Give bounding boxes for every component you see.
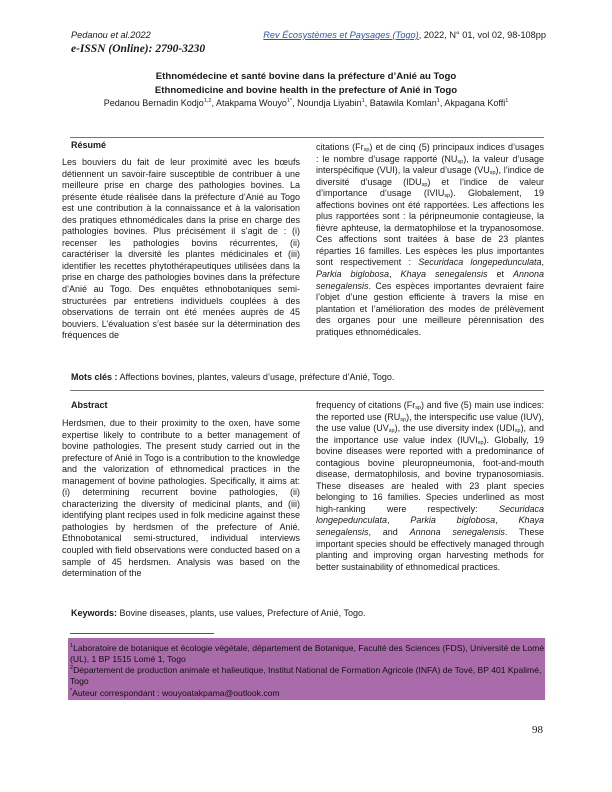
corresponding-email[interactable]: Auteur correspondant : wouyoatakpama@outlook.com	[72, 687, 280, 698]
author-name: Atakpama Wouyo	[215, 98, 287, 108]
abstract-heading: Abstract	[71, 400, 108, 410]
author-name: Batawila Komlan	[369, 98, 437, 108]
title-french: Ethnomédecine et santé bovine dans la préfecture d’Anié au Togo	[155, 71, 457, 82]
footnote-2: $^2$Département de production animale et halieutique, Institut National de Formation Agricole (INFA) de Tové, BP 401 Kpalimé, Togo	[70, 664, 542, 687]
author-affiliation-mark: 1	[361, 98, 365, 104]
running-header-journal: Rev Écosystèmes et Paysages (Togo), 2022, N° 01, vol 02, 98-108pp	[263, 30, 546, 40]
resume-text-col1: Les bouviers du fait de leur proximité avec les bœufs détiennent un savoir-faire susceptible de contribuer à une meilleure prise en charge des pathologies bovines. La présente étude réalisée dans la préfecture d’Anié au Togo est une contribution à la connaissance et à la valorisation des pratiques ethnomédicales dans la prise en charge des pathologies bovines. Plus précisément il s’agit de : (i) recenser les pathologies bovins récurrentes, (ii) caractériser la diversité les plantes médicinales et (iii) identifier les recettes phytothérapeutiques utilisées dans la prise en charge des pathologies bovines dans la préfecture d’Anié au Togo. Des enquêtes ethnobotaniques semi-structurées par entretiens individuels couplées à des observations de terrain ont été menées auprès de 45 bouviers. L’évaluation s’est basée sur la détermination des fréquences de	[62, 157, 300, 341]
resume-text-col2: citations $(Fr_{sp})$ et de cinq (5) principaux indices d’usages : le nombre d’usage rapporté $(NU_{sp})$, la valeur d’usage interspécifique (VUI), la valeur d’usage $(VU_{sp})$, l’indice de diversité d’usage $(IDU_{sp})$ et l’indice de valeur d’importance d’usage $(IVIU_{sp})$. Globalement, 19 affections bovines ont été rapportées. Les affections les plus rapportées sont : la péripneumonie contagieuse, la fièvre aphteuse, la dermatophilose et la trypanosomose. Ces affections sont traitées à base de 23 plantes réparties 16 familles. Les espèces les plus importantes sont respectivement : Securidaca longepedunculata, Parkia biglobosa, Khaya senegalensis et Annona senegalensis. Ces espèces importantes devraient faire l’objet d’une gestion efficiente à travers la mise en plantation et l’amélioration des modes de prélèvement des organes pour une meilleure pérennisation des pratiques ethnomédicales.	[316, 142, 545, 337]
author-affiliation-mark: 1*	[286, 98, 293, 104]
footnote-corresponding: *Auteur correspondant : wouyoatakpama@outlook.com	[70, 687, 280, 698]
author-affiliation-mark: 1	[436, 98, 440, 104]
abstract-text-col1: Herdsmen, due to their proximity to the oxen, have some expertise likely to contribute to a better management of bovine pathologies. The present study carried out in the prefecture of Anié in Togo is a contribution to the knowledge and the valorization of ethnomedical practices in the management of bovine pathologies. Specifically, it aims at: (i) determining recurrent bovine pathologies, (ii) characterizing the diversity of medicinal plants, and (iii) identifying plant recipes used in folk medicine against these pathologies by herdsmen of the prefecture of Anié. Ethnobotanical semi-structured, individual interviews coupled with field observations were conducted based on a sample of 45 herdsmen. Analysis was based on the determination of the	[62, 418, 300, 579]
title-english: Ethnomedicine and bovine health in the prefecture of Anié in Togo	[154, 85, 458, 96]
issn: e-ISSN (Online): 2790-3230	[71, 43, 206, 55]
journal-link[interactable]: Rev Écosystèmes et Paysages (Togo)	[263, 30, 419, 40]
author-affiliation-mark: 1	[505, 98, 509, 104]
author-name: Akpagana Koffi	[444, 98, 506, 108]
resume-keywords: Mots clés : Affections bovines, plantes, valeurs d’usage, préfecture d’Anié, Togo.	[71, 372, 395, 382]
author-name: Noundja Liyabin	[297, 98, 362, 108]
footnote-rule	[70, 633, 214, 634]
author-name: Pedanou Bernadin Kodjo	[103, 98, 204, 108]
section-rule	[70, 390, 544, 391]
page-number: 98	[532, 724, 543, 736]
resume-heading: Résumé	[71, 140, 107, 150]
author-list: Pedanou Bernadin Kodjo$^{1,2}$, Atakpama Wouyo$^{1*}$, Noundja Liyabin$^1$, Batawila Komlan$^1$, Akpagana Koffi$^1$	[103, 98, 509, 108]
running-header-authors: Pedanou et al.2022	[71, 30, 151, 40]
abstract-text-col2: frequency of citations $(Fr_{sp})$ and five (5) main use indices: the reported use $(RU_{sp})$, the interspecific use value (IUV), the use value $(UV_{sp})$, the use diversity index $(UDI_{sp})$, and the importance use value index $(IUVI_{sp})$. Globally, 19 bovine diseases were reported with a predominance of contagious bovine pleuropneumonia, foot-and-mouth disease, dermatophilosis, and bovine trypanosomiasis. These diseases are healed with 23 plant species belonging to 16 families. Species underlined as most high-ranking were respectively: Securidaca longepedunculata, Parkia biglobosa, Khaya senegalensis, and Annona senegalensis. These important species should be effectively managed through planting and improving organ harvesting methods for better sustainability of ethnomedical practices.	[316, 400, 544, 572]
footnote-1: $^1$Laboratoire de botanique et écologie végétale, département de Botanique, Faculté des Sciences (FDS), Université de Lomé (UL), 1 BP 1515 Lomé 1, Togo	[70, 642, 545, 665]
author-affiliation-mark: 1,2	[203, 98, 212, 104]
abstract-keywords: Keywords: Bovine diseases, plants, use values, Prefecture of Anié, Togo.	[71, 608, 366, 618]
section-rule	[70, 137, 544, 138]
